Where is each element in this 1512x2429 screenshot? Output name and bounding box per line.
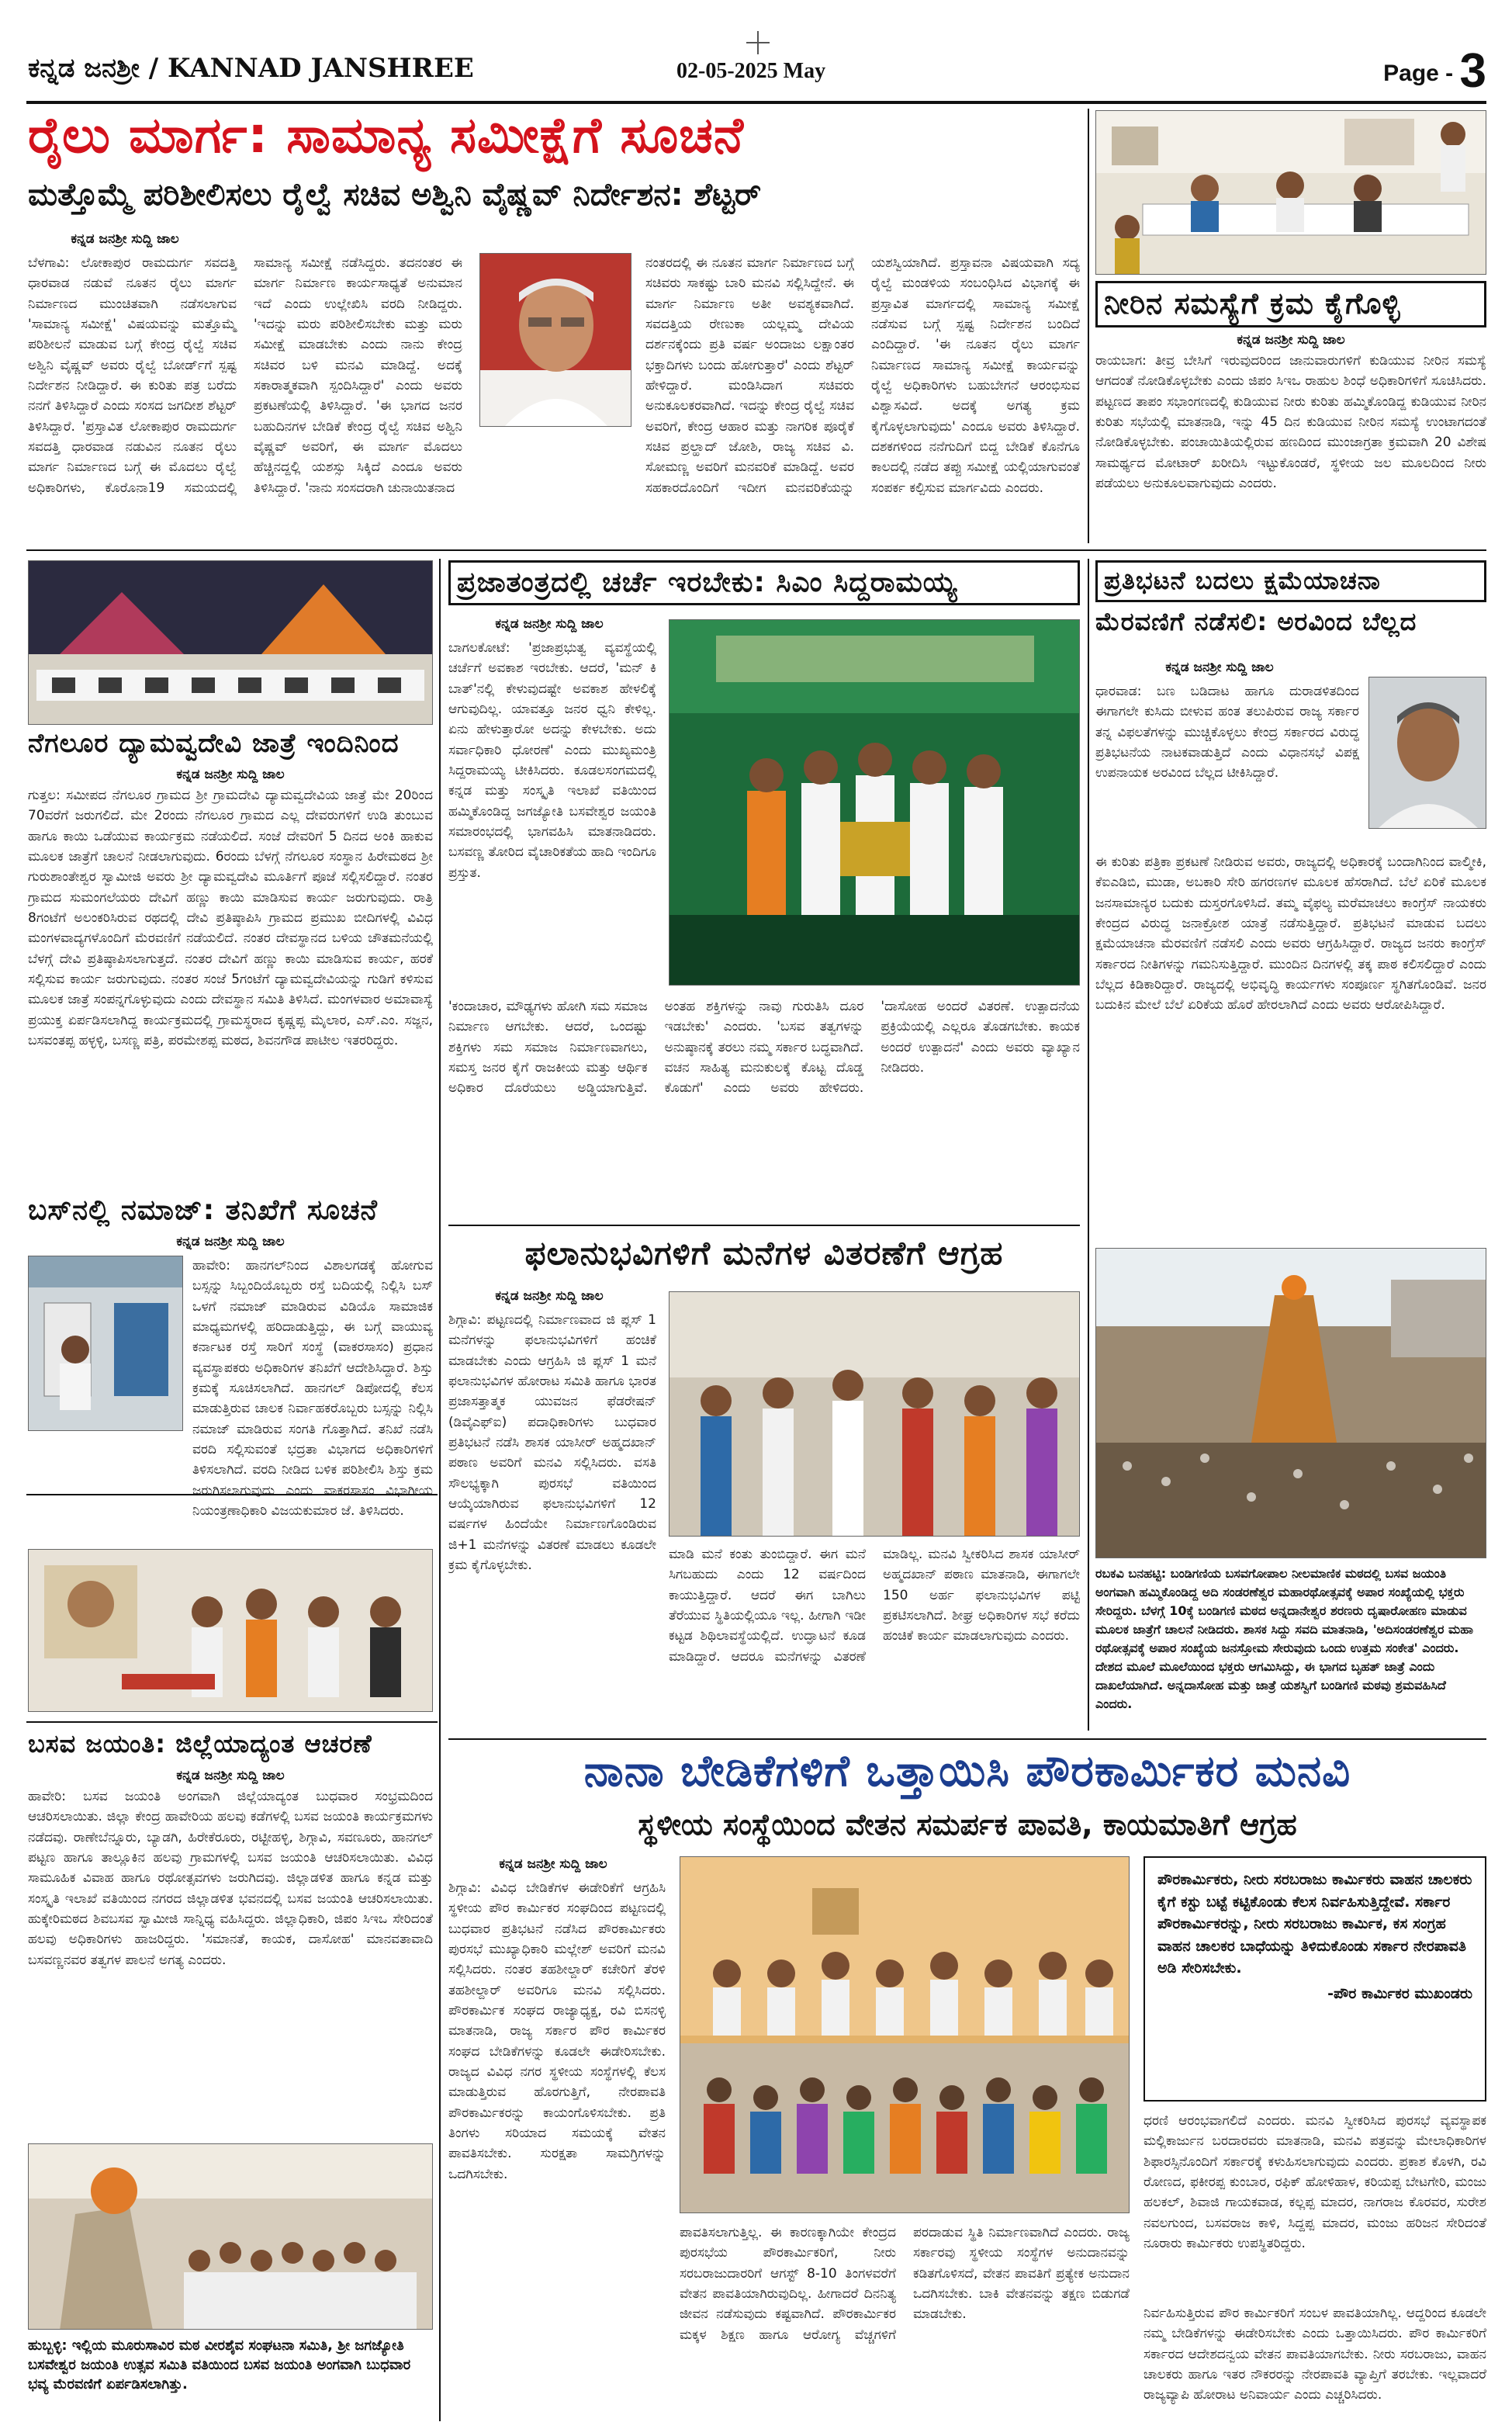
- issue-date: 02-05-2025 May: [676, 59, 826, 83]
- workers-quote-attribution: -ಪೌರ ಕಾರ್ಮಿಕರ ಮುಖಂಡರು: [1327, 1984, 1472, 2002]
- section-rule: [26, 549, 1486, 551]
- bus-body: ಹಾವೇರಿ: ಹಾನಗಲ್‌ನಿಂದ ವಿಶಾಲಗಡಕ್ಕೆ ಹೋಗುವ ಬಸ್ಸನ್ನು ಸಿಬ್ಬಂದಿಯೊಬ್ಬರು ರಸ್ತೆ ಬದಿಯಲ್ಲಿ ನಿಲ್ಲಿಸಿ ಬಸ್ ಒಳಗೆ ನಮಾಜ್ ಮಾಡಿರುವ ವಿಡಿಯೊ ಸಾಮಾಜಿಕ ಮಾಧ್ಯಮಗಳಲ್ಲಿ ಹರಿದಾಡುತ್ತಿದ್ದು, ಈ ಬಗ್ಗೆ ವಾಯುವ್ಯ ಕರ್ನಾಟಕ ರಸ್ತೆ ಸಾರಿಗೆ ಸಂಸ್ಥೆ (ವಾಕರಸಾಸಂ) ಪ್ರಧಾನ ವ್ಯವಸ್ಥಾಪಕರು ಅಧಿಕಾರಿಗಳ ತನಿಖೆಗೆ ಆದೇಶಿಸಿದ್ದಾರೆ. ಶಿಸ್ತು ಕ್ರಮಕ್ಕೆ ಸೂಚಿಸಲಾಗಿದೆ. ಹಾನಗಲ್ ಡಿಪೋದಲ್ಲಿ ಕೆಲಸ ಮಾಡುತ್ತಿರುವ ಚಾಲಕ ನಿರ್ವಾಹಕರೊಬ್ಬರು ಬಸ್ಸನ್ನು ನಿಲ್ಲಿಸಿ ನಮಾಜ್ ಮಾಡಿರುವ ಸಂಗತಿ ಗೊತ್ತಾಗಿದೆ. ತನಿಖೆ ನಡೆಸಿ ವರದಿ ಸಲ್ಲಿಸುವಂತೆ ಭದ್ರತಾ ವಿಭಾಗದ ಅಧಿಕಾರಿಗಳಿಗೆ ತಿಳಿಸಲಾಗಿದೆ. ವರದಿ ನೀಡಿದ ಬಳಿಕ ಪರಿಶೀಲಿಸಿ ಶಿಸ್ತು ಕ್ರಮ ಜರುಗಿಸಲಾಗುವುದು ಎಂದು ವಾಕರಸಾಸಂ ವಿಭಾಗೀಯ ನಿಯಂತ್ರಣಾಧಿಕಾರಿ ವಿಜಯಕುಮಾರ ಜೆ. ತಿಳಿಸಿದರು.: [192, 1258, 433, 1519]
- procession-photo: [28, 2143, 433, 2330]
- chariot-festival-photo: [1095, 1248, 1486, 1558]
- negaluru-body: ಗುತ್ತಲ: ಸಮೀಪದ ನೆಗಲೂರ ಗ್ರಾಮದ ಶ್ರೀ ಗ್ರಾಮದೇವಿ ದ್ಯಾಮವ್ವದೇವಿಯ ಜಾತ್ರೆ ಮೇ 20ರಿಂದ 70ವರೆಗೆ ಜರುಗಲಿದೆ. ಮೇ 2ರಂದು ನೆಗಲೂರ ಗ್ರಾಮದ ಎಲ್ಲ ದೇವರುಗಳಿಗೆ ಉಡಿ ತುಂಬುವ ಹಾಗೂ ಕಾಯಿ ಒಡೆಯುವ ಕಾರ್ಯಕ್ರಮ ನಡೆಯಲಿದೆ. ಸಂಜೆ ದೇವರಿಗೆ 5 ದಿನದ ಅಂಕಿ ಹಾಕುವ ಮೂಲಕ ಜಾತ್ರೆಗೆ ಚಾಲನೆ ನೀಡಲಾಗುವುದು. 6ರಂದು ಬೆಳಗ್ಗೆ ನೆಗಲೂರ ಸಂಸ್ಥಾನ ಹಿರೇಮಠದ ಶ್ರೀ ಗುರುಶಾಂತೇಶ್ವರ ಸ್ವಾಮೀಜಿ ಅವರು ಶ್ರೀ ದ್ಯಾಮವ್ವದೇವಿ ಮೂರ್ತಿಗೆ ಪೂಜೆ ಸಲ್ಲಿಸಲಿದ್ದಾರೆ. ನಂತರ ಗ್ರಾಮದ ಸುಮಂಗಲೆಯರು ದೇವಿಗೆ ಹಣ್ಣು ಕಾಯಿ ಮಾಡಿಸುವ ಕಾರ್ಯ ಜರುಗುವುದು. ರಾತ್ರಿ 8ಗಂಟೆಗೆ ಅಲಂಕರಿಸಿರುವ ರಥದಲ್ಲಿ ದೇವಿ ಪ್ರತಿಷ್ಠಾಪಿಸಿ ಗ್ರಾಮದ ಪ್ರಮುಖ ಬೀದಿಗಳಲ್ಲಿ ವಿವಿಧ ಮಂಗಳವಾದ್ಯಗಳೊಂದಿಗೆ ಮೆರವಣಿಗೆ ನಡೆಯಲಿದೆ. ನಂತರ ದೇವಸ್ಥಾನದ ಬಳಿಯ ಚೌತಮನೆಯಲ್ಲಿ ಬೆಳಗ್ಗೆ ದೇವಿ ಪ್ರತಿಷ್ಠಾಪಿಸಲಾಗುತ್ತದೆ. ನಂತರ ದೇವಿಗೆ ಹಣ್ಣು ಕಾಯಿ ಮಾಡಿಸುವ ಕಾರ್ಯ, ಹರಕೆ ಸಲ್ಲಿಸುವ ಕಾರ್ಯ ಜರುಗುವುದು. ನಂತರ ಸಂಜೆ 5ಗಂಟೆಗೆ ದ್ಯಾಮವ್ವದೇವಿಯನ್ನು ಗುಡಿಗೆ ಕಳಿಸುವ ಮೂಲಕ ಜಾತ್ರೆ ಸಂಪನ್ನಗೊಳ್ಳುವುದು ಎಂದು ದೇವಸ್ಥಾನ ಸಮಿತಿ ತಿಳಿಸಿದೆ. ಮಂಗಳವಾರ ಅಮಾವಾಸ್ಯೆ ಪ್ರಯುಕ್ತ ಏರ್ಪಡಿಸಲಾಗಿದ್ದ ಕಾರ್ಯಕ್ರಮದಲ್ಲಿ ಗ್ರಾಮಸ್ಥರಾದ ಕೃಷ್ಣಪ್ಪ ಮೈಲಾರ, ಎಸ್.ಎಂ. ಸಜ್ಜನ, ಬಸವಂತಪ್ಪ ಹಳ್ಳಳ್ಳಿ, ಬಸಣ್ಣ ಪತ್ರಿ, ಪರಮೇಶಪ್ಪ ಮಠದ, ಶಿವನಗೌಡ ಪಾಟೀಲ ಇತರರಿದ್ದರು.: [28, 788, 433, 1049]
- hubballi-caption: ಹುಬ್ಬಳ್ಳಿ: ಇಲ್ಲಿಯ ಮೂರುಸಾವಿರ ಮಠ ವೀರಶೈವ ಸಂಘಟನಾ ಸಮಿತಿ, ಶ್ರೀ ಜಗಜ್ಯೋತಿ ಬಸವೇಶ್ವರ ಜಯಂತಿ ಉತ್ಸವ ಸಮಿತಿ ವತಿಯಿಂದ ಬಸವ ಜಯಂತಿ ಅಂಗವಾಗಿ ಬುಧವಾರ ಭವ್ಯ ಮೆರವಣಿಗೆ ಏರ್ಪಡಿಸಲಾಗಿತ್ತು.: [28, 2337, 411, 2393]
- meeting-photo: [1095, 110, 1486, 275]
- housing-byline: ಕನ್ನಡ ಜನಶ್ರೀ ಸುದ್ದಿ ಜಾಲ: [495, 1288, 604, 1304]
- bus-photo: [28, 1256, 183, 1431]
- rail-headline: ರೈಲು ಮಾರ್ಗ: ಸಾಮಾನ್ಯ ಸಮೀಕ್ಷೆಗೆ ಸೂಚನೆ: [28, 109, 745, 165]
- water-headline: ನೀರಿನ ಸಮಸ್ಯೆಗೆ ಕ್ರಮ ಕೈಗೊಳ್ಳಿ: [1095, 281, 1486, 327]
- apology-article: [1095, 560, 1486, 1235]
- masthead-rule: [26, 101, 1486, 104]
- apology-body-top: ಧಾರವಾಡ: ಬಣ ಬಡಿದಾಟ ಹಾಗೂ ದುರಾಡಳಿತದಿಂದ ಈಗಾಗಲೇ ಕುಸಿದು ಬೀಳುವ ಹಂತ ತಲುಪಿರುವ ರಾಜ್ಯ ಸರ್ಕಾರ ತನ್ನ ವಿಫಲತೆಗಳನ್ನು ಮುಚ್ಚಿಕೊಳ್ಳಲು ಕೇಂದ್ರ ಸರ್ಕಾರದ ವಿರುದ್ಧ ಪ್ರತಿಭಟನೆಯ ನಾಟಕವಾಡುತ್ತಿದೆ ಎಂದು ವಿಧಾನಸಭೆ ವಿಪಕ್ಷ ಉಪನಾಯಕ ಅರವಿಂದ ಬೆಲ್ಲದ ಟೀಕಿಸಿದ್ದಾರೆ.: [1095, 684, 1359, 781]
- apology-headline-2: ಮೆರವಣಿಗೆ ನಡೆಸಲಿ: ಅರವಿಂದ ಬೆಲ್ಲದ: [1095, 608, 1417, 636]
- masthead-title: ಕನ್ನಡ ಜನಶ್ರೀ / KANNAD JANSHREE: [28, 53, 474, 84]
- page-number: 3: [1459, 44, 1486, 98]
- basava-byline: ಕನ್ನಡ ಜನಶ್ರೀ ಸುದ್ದಿ ಜಾಲ: [176, 1768, 285, 1783]
- apology-headline-1: ಪ್ರತಿಭಟನೆ ಬದಲು ಕ್ಷಮೆಯಾಚನಾ: [1095, 560, 1486, 602]
- basava-headline: ಬಸವ ಜಯಂತಿ: ಜಿಲ್ಲೆಯಾದ್ಯಂತ ಆಚರಣೆ: [28, 1731, 372, 1759]
- column-rule: [439, 559, 441, 2421]
- workers-body-far: ಧರಣಿ ಆರಂಭವಾಗಲಿದೆ ಎಂದರು. ಮನವಿ ಸ್ವೀಕರಿಸಿದ ಪುರಸಭೆ ವ್ಯವಸ್ಥಾಪಕ ಮಲ್ಲಿಕಾರ್ಜುನ ಬರದಾರವರು ಮಾತನಾಡಿ, ಮನವಿ ಪತ್ರವನ್ನು ಮೇಲಾಧಿಕಾರಿಗಳ ಶಿಫಾರಸ್ಸಿನೊಂದಿಗೆ ಸರ್ಕಾರಕ್ಕೆ ಕಳುಹಿಸಲಾಗುವುದು ಎಂದರು. ಪ್ರಕಾಶ ಕೊಳಗಿ, ರವಿ ರೋಣದ, ಫಕೀರಪ್ಪ ಕುಂಬಾರ, ರಫಿಕ್ ಹೋಳಿಹಾಳ, ಕರಿಯಪ್ಪ ಬೇಟಗೇರಿ, ಮಂಜು ಹಲಕಲ್, ಶಿವಾಜಿ ಗಾಯಕವಾಡ, ಕಲ್ಲಪ್ಪ ಮಾದರ, ನಾಗರಾಜ ಕೊರವರ, ಸುರೇಶ ನವಲಗುಂದ, ಬಸವರಾಜ ಕಾಳಿ, ಸಿದ್ದಪ್ಪ ಮಾದರ, ಮಂಜು ಹರಿಜನ ಸೇರಿದಂತೆ ನೂರಾರು ಕಾರ್ಮಿಕರು ಉಪಸ್ಥಿತರಿದ್ದರು.: [1144, 2113, 1486, 2252]
- shettar-portrait: [479, 253, 631, 427]
- workers-quote: ಪೌರಕಾರ್ಮಿಕರು, ನೀರು ಸರಬರಾಜು ಕಾರ್ಮಿಕರು ವಾಹನ ಚಾಲಕರು ಕೈಗೆ ಕಸ್ಟು ಬಟ್ಟೆ ಕಟ್ಟಿಕೊಂಡು ಕೆಲಸ ನಿರ್ವಹಿಸುತ್ತಿದ್ದೇವೆ. ಸರ್ಕಾರ ಪೌರಕಾರ್ಮಿಕರನ್ನು, ನೀರು ಸರಬರಾಜು ಕಾರ್ಮಿಕ, ಕಸ ಸಂಗ್ರಹ ವಾಹನ ಚಾಲಕರ ಬಾಧೆಯನ್ನು ತಿಳಿದುಕೊಂಡು ಸರ್ಕಾರ ನೇರಪಾವತಿ ಅಡಿ ಸೇರಿಸಬೇಕು.: [1157, 1871, 1472, 1977]
- chariot-festival-caption: ರಬಕವಿ ಬನಹಟ್ಟಿ: ಬಂಡಿಗಣಿಯ ಬಸವಗೋಪಾಲ ನೀಲಮಾಣಿಕ ಮಠದಲ್ಲಿ ಬಸವ ಜಯಂತಿ ಅಂಗವಾಗಿ ಹಮ್ಮಿಕೊಂಡಿದ್ದ ಅದಿ ಸಂಡರಣೆಶ್ವರ ಮಹಾರಥೋತ್ಸವಕ್ಕೆ ಅಪಾರ ಸಂಖ್ಯೆಯಲ್ಲಿ ಭಕ್ತರು ಸೇರಿದ್ದರು. ಬೆಳಗ್ಗೆ 10ಕ್ಕೆ ಬಂಡಿಗಣಿ ಮಠದ ಅನ್ನದಾನೇಶ್ವರ ಶರಣರು ದೃಷಾರೋಹಣ ಮಾಡುವ ಮೂಲಕ ಜಾತ್ರೆಗೆ ಚಾಲನೆ ನೀಡಿದರು. ಶಾಸಕ ಸಿದ್ದು ಸವದಿ ಮಾತನಾಡಿ, 'ಅದಿಸಂಡರಣೆಶ್ವರ ಮಹಾ ರಥೋತ್ಸವಕ್ಕೆ ಅಪಾರ ಸಂಖ್ಯೆಯ ಜನಸ್ತೋಮ ಸೇರುವುದು ಒಂದು ಉತ್ತಮ ಸಂಕೇತ' ಎಂದರು. ದೇಶದ ಮೂಲೆ ಮೂಲೆಯಿಂದ ಭಕ್ತರು ಆಗಮಿಸಿದ್ದು, ಈ ಭಾಗದ ಬೃಹತ್ ಜಾತ್ರೆ ಎಂದು ದಾಖಲೆಯಾಗಿದೆ. ಅನ್ನದಾಸೋಹ ಮತ್ತು ಜಾತ್ರೆ ಯಶಸ್ವಿಗೆ ಬಂಡಿಗಣಿ ಮಠವು ಶ್ರಮವಹಿಸಿದೆ ಎಂದರು.: [1095, 1566, 1473, 1711]
- section-rule: [448, 1225, 1080, 1226]
- water-article: [1095, 281, 1486, 545]
- workers-protest-photo: [680, 1856, 1130, 2213]
- negaluru-headline: ನೆಗಲೂರ ದ್ಯಾಮವ್ವದೇವಿ ಜಾತ್ರೆ ಇಂದಿನಿಂದ: [28, 729, 400, 759]
- page-label: Page -: [1383, 61, 1454, 86]
- workers-body-mid: ಪಾವತಿಸಲಾಗುತ್ತಿಲ್ಲ. ಈ ಕಾರಣಕ್ಕಾಗಿಯೇ ಕೇಂದ್ರದ ಪುರಸಭೆಯ ಪೌರಕಾರ್ಮಿಕರಿಗೆ, ನೀರು ಸರಬರಾಜುದಾರರಿಗೆ ಆಗಸ್ಟ್ 8-10 ತಿಂಗಳವರೆಗೆ ವೇತನ ಪಾವತಿಯಾಗಿರುವುದಿಲ್ಲ. ಹೀಗಾದರೆ ದಿನನಿತ್ಯ ಜೀವನ ನಡೆಸುವುದು ಕಷ್ಟವಾಗಿದೆ. ಪೌರಕಾರ್ಮಿಕರ ಮಕ್ಕಳ ಶಿಕ್ಷಣ ಹಾಗೂ ಆರೋಗ್ಯ ವೆಚ್ಚಗಳಿಗೆ ಪರದಾಡುವ ಸ್ಥಿತಿ ನಿರ್ಮಾಣವಾಗಿದೆ ಎಂದರು. ರಾಜ್ಯ ಸರ್ಕಾರವು ಸ್ಥಳೀಯ ಸಂಸ್ಥೆಗಳ ಅನುದಾನವನ್ನು ಕಡಿತಗೊಳಿಸದೆ, ವೇತನ ಪಾವತಿಗೆ ಪ್ರತ್ಯೇಕ ಅನುದಾನ ಒದಗಿಸಬೇಕು. ಬಾಕಿ ವೇತನವನ್ನು ತಕ್ಷಣ ಬಿಡುಗಡೆ ಮಾಡಬೇಕು.: [680, 2225, 1130, 2343]
- cm-body-top: ಬಾಗಲಕೋಟೆ: 'ಪ್ರಜಾಪ್ರಭುತ್ವ ವ್ಯವಸ್ಥೆಯಲ್ಲಿ ಚರ್ಚೆಗೆ ಅವಕಾಶ ಇರಬೇಕು. ಆದರೆ, 'ಮನ್ ಕಿ ಬಾತ್'ನಲ್ಲಿ ಕೇಳುವುದಷ್ಟೇ ಅವಕಾಶ ಹೇಳಲಿಕ್ಕೆ ಆಗುವುದಿಲ್ಲ. ಯಾವತ್ತೂ ಜನರ ಧ್ವನಿ ಕೇಳಿಲ್ಲ. ಏನು ಹೇಳುತ್ತಾರೋ ಅದನ್ನು ಕೇಳಬೇಕು. ಅದು ಸರ್ವಾಧಿಕಾರಿ ಧೋರಣೆ' ಎಂದು ಮುಖ್ಯಮಂತ್ರಿ ಸಿದ್ದರಾಮಯ್ಯ ಟೀಕಿಸಿದರು. ಕೂಡಲಸಂಗಮದಲ್ಲಿ ಕನ್ನಡ ಮತ್ತು ಸಂಸ್ಕೃತಿ ಇಲಾಖೆ ವತಿಯಿಂದ ಹಮ್ಮಿಕೊಂಡಿದ್ದ ಜಗಜ್ಯೋತಿ ಬಸವೇಶ್ವರ ಜಯಂತಿ ಸಮಾರಂಭದಲ್ಲಿ ಭಾಗವಹಿಸಿ ಮಾತನಾಡಿದರು. ಬಸವಣ್ಣ ತೋರಿದ ವೈಚಾರಿಕತೆಯ ಹಾದಿ ಇಂದಿಗೂ ಪ್ರಸ್ತುತ.: [448, 640, 656, 881]
- workers-body-left: ಶಿಗ್ಗಾವಿ: ವಿವಿಧ ಬೇಡಿಕೆಗಳ ಈಡೇರಿಕೆಗೆ ಆಗ್ರಹಿಸಿ ಸ್ಥಳೀಯ ಪೌರ ಕಾರ್ಮಿಕರ ಸಂಘದಿಂದ ಪಟ್ಟಣದಲ್ಲಿ ಬುಧವಾರ ಪ್ರತಿಭಟನೆ ನಡೆಸಿದ ಪೌರಕಾರ್ಮಿಕರು ಪುರಸಭೆ ಮುಖ್ಯಾಧಿಕಾರಿ ಮಲ್ಲೇಶ್ ಅವರಿಗೆ ಮನವಿ ಸಲ್ಲಿಸಿದರು. ನಂತರ ತಹಶೀಲ್ದಾರ್ ಕಚೇರಿಗೆ ತೆರಳಿ ತಹಶೀಲ್ದಾರ್ ಅವರಿಗೂ ಮನವಿ ಸಲ್ಲಿಸಿದರು. ಪೌರಕಾರ್ಮಿಕ ಸಂಘದ ರಾಜ್ಯಾಧ್ಯಕ್ಷ, ರವಿ ಬಿಸನಳ್ಳಿ ಮಾತನಾಡಿ, ರಾಜ್ಯ ಸರ್ಕಾರ ಪೌರ ಕಾರ್ಮಿಕರ ಸಂಘದ ಬೇಡಿಕೆಗಳನ್ನು ಕೂಡಲೇ ಈಡೇರಿಸಬೇಕು. ರಾಜ್ಯದ ವಿವಿಧ ನಗರ ಸ್ಥಳೀಯ ಸಂಸ್ಥೆಗಳಲ್ಲಿ ಕೆಲಸ ಮಾಡುತ್ತಿರುವ ಹೊರಗುತ್ತಿಗೆ, ನೇರಪಾವತಿ ಪೌರಕಾರ್ಮಿಕರನ್ನು ಕಾಯಂಗೊಳಿಸಬೇಕು. ಪ್ರತಿ ತಿಂಗಳು ಸರಿಯಾದ ಸಮಯಕ್ಕೆ ವೇತನ ಪಾವತಿಸಬೇಕು. ಸುರಕ್ಷತಾ ಸಾಮಗ್ರಿಗಳನ್ನು ಒದಗಿಸಬೇಕು.: [448, 1880, 666, 2182]
- cm-article: [448, 560, 1080, 1220]
- bus-byline: ಕನ್ನಡ ಜನಶ್ರೀ ಸುದ್ದಿ ಜಾಲ: [176, 1234, 285, 1249]
- workers-byline: ಕನ್ನಡ ಜನಶ್ರೀ ಸುದ್ದಿ ಜಾಲ: [499, 1856, 607, 1872]
- ceremony-photo: [28, 1549, 433, 1712]
- rail-article: [28, 109, 1080, 543]
- apology-body-bottom: ಈ ಕುರಿತು ಪತ್ರಿಕಾ ಪ್ರಕಟಣೆ ನೀಡಿರುವ ಅವರು, ರಾಜ್ಯದಲ್ಲಿ ಅಧಿಕಾರಕ್ಕೆ ಬಂದಾಗಿನಿಂದ ವಾಲ್ಮೀಕಿ, ಕೆಐಎಡಿಬಿ, ಮುಡಾ, ಅಬಕಾರಿ ಸೇರಿ ಹಗರಣಗಳ ಮೂಲಕ ಹೆಸರಾಗಿದೆ. ಬೆಲೆ ಏರಿಕೆ ಮೂಲಕ ಜನಸಾಮಾನ್ಯರ ಬದುಕು ದುಸ್ತರಗೊಳಿಸಿದೆ. ತಮ್ಮ ವೈಫಲ್ಯ ಮರೆಮಾಚಲು ಕಾಂಗ್ರೆಸ್ ನಾಯಕರು ಕೇಂದ್ರದ ವಿರುದ್ಧ ಜನಾಕ್ರೋಶ ಯಾತ್ರೆ ನಡೆಸುತ್ತಿದ್ದಾರೆ. ಪ್ರತಿಭಟನೆ ಮಾಡುವ ಬದಲು ಕ್ಷಮೆಯಾಚನಾ ಮೆರವಣಿಗೆ ನಡೆಸಲಿ ಎಂದು ಅವರು ಆಗ್ರಹಿಸಿದ್ದಾರೆ. ರಾಜ್ಯದ ಜನರು ಕಾಂಗ್ರೆಸ್ ಸರ್ಕಾರದ ನೀತಿಗಳನ್ನು ಗಮನಿಸುತ್ತಿದ್ದಾರೆ. ಮುಂದಿನ ದಿನಗಳಲ್ಲಿ ತಕ್ಕ ಪಾಠ ಕಲಿಸಲಿದ್ದಾರೆ ಎಂದು ಬೆಲ್ಲದ ಕಿಡಿಕಾರಿದ್ದಾರೆ. ರಾಜ್ಯದಲ್ಲಿ ಅಭಿವೃದ್ಧಿ ಕಾರ್ಯಗಳು ಸಂಪೂರ್ಣ ಸ್ಥಗಿತಗೊಂಡಿವೆ. ಜನರ ಬದುಕಿನ ಮೇಲೆ ಬೆಲೆ ಏರಿಕೆಯ ಹೊರೆ ಹೇರಲಾಗಿದೆ ಎಂದು ಅವರು ಆರೋಪಿಸಿದ್ದಾರೆ.: [1095, 854, 1486, 1014]
- rail-body-center: [479, 435, 631, 542]
- workers-subhead: ಸ್ಥಳೀಯ ಸಂಸ್ಥೆಯಿಂದ ವೇತನ ಸಮರ್ಪಕ ಪಾವತಿ, ಕಾಯಮಾತಿಗೆ ಆಗ್ರಹ: [638, 1808, 1297, 1842]
- bus-article: [28, 1195, 433, 1537]
- workers-quote-box: [1144, 1856, 1486, 2102]
- column-rule: [1088, 109, 1089, 543]
- negaluru-photo: [28, 560, 433, 725]
- rail-body-left: ಬೆಳಗಾವಿ: ಲೋಕಾಪುರ ರಾಮದುರ್ಗ ಸವದತ್ತಿ ಧಾರವಾಡ ನಡುವೆ ನೂತನ ರೈಲು ಮಾರ್ಗ ನಿರ್ಮಾಣದ ಮುಂಚಿತವಾಗಿ ನಡೆಸಲಾಗುವ 'ಸಾಮಾನ್ಯ ಸಮೀಕ್ಷೆ' ವಿಷಯವನ್ನು ಮತ್ತೊಮ್ಮೆ ಪರಿಶೀಲನೆ ಮಾಡುವ ಬಗ್ಗೆ ಕೇಂದ್ರ ರೈಲ್ವೆ ಸಚಿವ ಅಶ್ವಿನಿ ವೈಷ್ಣವ್ ಅವರು ರೈಲ್ವೆ ಬೋರ್ಡ್‌ಗೆ ಸ್ಪಷ್ಟ ನಿರ್ದೇಶನ ನೀಡಿದ್ದಾರೆ. ಈ ಕುರಿತು ಪತ್ರ ಬರೆದು ನನಗೆ ತಿಳಿಸಿದ್ದಾರೆ ಎಂದು ಸಂಸದ ಜಗದೀಶ ಶೆಟ್ಟರ್ ತಿಳಿಸಿದ್ದಾರೆ. 'ಪ್ರಸ್ತಾವಿತ ಲೋಕಾಪುರ ರಾಮದುರ್ಗ ಸವದತ್ತಿ ಧಾರವಾಡ ನಡುವಿನ ನೂತನ ರೈಲು ಮಾರ್ಗ ನಿರ್ಮಾಣದ ಬಗ್ಗೆ ಈ ಮೊದಲು ರೈಲ್ವೆ ಅಧಿಕಾರಿಗಳು, ಕೊರೊನಾ19 ಸಮಯದಲ್ಲಿ ಸಾಮಾನ್ಯ ಸಮೀಕ್ಷೆ ನಡೆಸಿದ್ದರು. ತದನಂತರ ಈ ಮಾರ್ಗ ನಿರ್ಮಾಣ ಕಾರ್ಯಸಾಧ್ಯತೆ ಅನುಮಾನ ಇದೆ ಎಂದು ಉಲ್ಲೇಖಿಸಿ ವರದಿ ನೀಡಿದ್ದರು. 'ಇದನ್ನು ಮರು ಪರಿಶೀಲಿಸಬೇಕು ಮತ್ತು ಮರು ಸಮೀಕ್ಷೆ ಮಾಡಬೇಕು ಎಂದು ನಾನು ಕೇಂದ್ರ ಸಚಿವರ ಬಳಿ ಮನವಿ ಮಾಡಿದ್ದೆ. ಅದಕ್ಕೆ ಸಕಾರಾತ್ಮಕವಾಗಿ ಸ್ಪಂದಿಸಿದ್ದಾರೆ' ಎಂದು ಅವರು ಪ್ರಕಟಣೆಯಲ್ಲಿ ತಿಳಿಸಿದ್ದಾರೆ. 'ಈ ಭಾಗದ ಜನರ ಬಹುದಿನಗಳ ಬೇಡಿಕೆ ಕೇಂದ್ರ ರೈಲ್ವೆ ಸಚಿವ ಅಶ್ವಿನಿ ವೈಷ್ಣವ್ ಅವರಿಗೆ, ಈ ಮಾರ್ಗ ಮೊದಲು ಹೆಚ್ಚಿನದ್ದಲ್ಲಿ ಯಶಸ್ಸು ಸಿಕ್ಕಿದೆ ಎಂದೂ ಅವರು ತಿಳಿಸಿದ್ದಾರೆ. 'ನಾನು ಸಂಸದರಾಗಿ ಚುನಾಯಿತನಾದ: [28, 255, 462, 496]
- housing-article: [448, 1235, 1080, 1732]
- negaluru-byline: ಕನ್ನಡ ಜನಶ್ರೀ ಸುದ್ದಿ ಜಾಲ: [176, 767, 285, 782]
- workers-article: [448, 1748, 1486, 2423]
- cm-body-bottom: 'ಕಂದಾಚಾರ, ಮೌಢ್ಯಗಳು ಹೋಗಿ ಸಮ ಸಮಾಜ ನಿರ್ಮಾಣ ಆಗಬೇಕು. ಆದರೆ, ಒಂದಷ್ಟು ಶಕ್ತಿಗಳು ಸಮ ಸಮಾಜ ನಿರ್ಮಾಣವಾಗಲು, ಸಮಸ್ತ ಜನರ ಕೈಗೆ ರಾಜಕೀಯ ಮತ್ತು ಆರ್ಥಿಕ ಅಧಿಕಾರ ದೊರೆಯಲು ಅಡ್ಡಿಯಾಗುತ್ತಿವೆ. ಅಂತಹ ಶಕ್ತಿಗಳನ್ನು ನಾವು ಗುರುತಿಸಿ ದೂರ ಇಡಬೇಕು' ಎಂದರು. 'ಬಸವ ತತ್ವಗಳನ್ನು ಅನುಷ್ಠಾನಕ್ಕೆ ತರಲು ನಮ್ಮ ಸರ್ಕಾರ ಬದ್ಧವಾಗಿದೆ. ವಚನ ಸಾಹಿತ್ಯ ಮನುಕುಲಕ್ಕೆ ಕೊಟ್ಟ ದೊಡ್ಡ ಕೊಡುಗೆ' ಎಂದು ಅವರು ಹೇಳಿದರು. 'ದಾಸೋಹ ಅಂದರೆ ವಿತರಣೆ. ಉತ್ಪಾದನೆಯ ಪ್ರಕ್ರಿಯೆಯಲ್ಲಿ ಎಲ್ಲರೂ ತೊಡಗಬೇಕು. ಕಾಯಕ ಅಂದರೆ ಉತ್ಪಾದನೆ' ಎಂದು ಅವರು ವ್ಯಾಖ್ಯಾನ ನೀಡಿದರು.: [448, 999, 1080, 1097]
- negaluru-article: [28, 729, 433, 1187]
- water-body: ರಾಯಬಾಗ: ತೀವ್ರ ಬೇಸಿಗೆ ಇರುವುದರಿಂದ ಜಾನುವಾರುಗಳಿಗೆ ಕುಡಿಯುವ ನೀರಿನ ಸಮಸ್ಯೆ ಆಗದಂತೆ ನೋಡಿಕೊಳ್ಳಬೇಕು ಎಂದು ಜಿಪಂ ಸಿಇಒ ರಾಹುಲ ಶಿಂಧೆ ಅಧಿಕಾರಿಗಳಿಗೆ ಸೂಚಿಸಿದರು. ಪಟ್ಟಣದ ತಾಪಂ ಸಭಾಂಗಣದಲ್ಲಿ ಕುಡಿಯುವ ನೀರು ಕುರಿತು ಹಮ್ಮಿಕೊಂಡಿದ್ದ ಕುಡಿಯುವ ನೀರಿನ ಕುರಿತು ಸಭೆಯಲ್ಲಿ ಮಾತನಾಡಿ, ಇನ್ನು 45 ದಿನ ಕುಡಿಯುವ ನೀರಿನ ಸಮಸ್ಯೆ ಉಂಟಾಗದಂತೆ ನೋಡಿಕೊಳ್ಳಬೇಕು. ಪಂಚಾಯಿತಿಯಲ್ಲಿರುವ ಹಣದಿಂದ ಮುಂಜಾಗ್ರತಾ ಕ್ರಮವಾಗಿ 20 ವಿಶೇಷ ಸಾಮರ್ಥ್ಯದ ಮೋಟಾರ್ ಖರೀದಿಸಿ ಇಟ್ಟುಕೊಂಡರೆ, ಸ್ಥಳೀಯ ಜಲ ಮೂಲದಿಂದ ನೀರು ಪಡೆಯಲು ಅನುಕೂಲವಾಗುವುದು ಎಂದರು.: [1095, 353, 1486, 492]
- water-byline: ಕನ್ನಡ ಜನಶ್ರೀ ಸುದ್ದಿ ಜಾಲ: [1237, 332, 1345, 348]
- rail-byline: ಕನ್ನಡ ಜನಶ್ರೀ ಸುದ್ದಿ ಜಾಲ: [71, 231, 179, 247]
- apology-byline: ಕನ್ನಡ ಜನಶ್ರೀ ಸುದ್ದಿ ಜಾಲ: [1165, 660, 1274, 675]
- basava-body: ಹಾವೇರಿ: ಬಸವ ಜಯಂತಿ ಅಂಗವಾಗಿ ಜಿಲ್ಲೆಯಾದ್ಯಂತ ಬುಧವಾರ ಸಂಭ್ರಮದಿಂದ ಆಚರಿಸಲಾಯಿತು. ಜಿಲ್ಲಾ ಕೇಂದ್ರ ಹಾವೇರಿಯ ಹಲವು ಕಡೆಗಳಲ್ಲಿ ಬಸವ ಜಯಂತಿ ಕಾರ್ಯಕ್ರಮಗಳು ನಡೆದವು. ರಾಣೇಬೆನ್ನೂರು, ಬ್ಯಾಡಗಿ, ಹಿರೇಕೆರೂರು, ರಟ್ಟೀಹಳ್ಳಿ, ಶಿಗ್ಗಾವಿ, ಸವಣೂರು, ಹಾನಗಲ್ ಪಟ್ಟಣ ಹಾಗೂ ತಾಲ್ಲೂಕಿನ ಹಲವು ಗ್ರಾಮಗಳಲ್ಲಿ ಬಸವ ಜಯಂತಿ ಆಚರಿಸಲಾಯಿತು. ವಿವಿಧ ಸಾಮೂಹಿಕ ವಿವಾಹ ಹಾಗೂ ರಥೋತ್ಸವಗಳು ಜರುಗಿದವು. ಜಿಲ್ಲಾಡಳಿತ ಹಾಗೂ ಕನ್ನಡ ಮತ್ತು ಸಂಸ್ಕೃತಿ ಇಲಾಖೆ ವತಿಯಿಂದ ನಗರದ ಜಿಲ್ಲಾಡಳಿತ ಭವನದಲ್ಲಿ ಬಸವ ಜಯಂತಿ ಆಚರಿಸಲಾಯಿತು. ಹುಕ್ಕೇರಿಮಠದ ಶಿವಬಸವ ಸ್ವಾಮೀಜಿ ಸಾನ್ನಿಧ್ಯ ವಹಿಸಿದ್ದರು. ಜಿಲ್ಲಾಧಿಕಾರಿ, ಜಿಪಂ ಸಿಇಒ ಸೇರಿದಂತೆ ಹಲವು ಅಧಿಕಾರಿಗಳು ಹಾಜರಿದ್ದರು. 'ಸಮಾನತೆ, ಕಾಯಕ, ದಾಸೋಹ' ಮಾನವತಾವಾದಿ ಬಸವಣ್ಣನವರ ತತ್ವಗಳ ಪಾಲನೆ ಅಗತ್ಯ ಎಂದರು.: [28, 1789, 433, 1968]
- page-indicator: [1383, 43, 1486, 99]
- rail-body-right: ನಂತರದಲ್ಲಿ ಈ ನೂತನ ಮಾರ್ಗ ನಿರ್ಮಾಣದ ಬಗ್ಗೆ ಸಚಿವರು ಸಾಕಷ್ಟು ಬಾರಿ ಮನವಿ ಸಲ್ಲಿಸಿದ್ದೇನೆ. ಈ ಮಾರ್ಗ ನಿರ್ಮಾಣ ಅತೀ ಅವಶ್ಯಕವಾಗಿದೆ. ಸವದತ್ತಿಯ ರೇಣುಕಾ ಯಲ್ಲಮ್ಮ ದೇವಿಯ ದರ್ಶನಕ್ಕೆಂದು ಪ್ರತಿ ವರ್ಷ ಅಂದಾಜು ಲಕ್ಷಾಂತರ ಭಕ್ತಾದಿಗಳು ಬಂದು ಹೋಗುತ್ತಾರೆ' ಎಂದು ಶೆಟ್ಟರ್ ಹೇಳಿದ್ದಾರೆ. ಮಂಡಿಸಿದಾಗ ಸಚಿವರು ಅನುಕೂಲಕರವಾಗಿದೆ. ಇದನ್ನು ಕೇಂದ್ರ ರೈಲ್ವೆ ಸಚಿವ ಅವರಿಗೆ, ಕೇಂದ್ರ ಆಹಾರ ಮತ್ತು ನಾಗರಿಕ ಪೂರೈಕೆ ಸಚಿವ ಪ್ರಲ್ಹಾದ್ ಜೋಶಿ, ರಾಜ್ಯ ಸಚಿವ ವಿ. ಸೋಮಣ್ಣ ಅವರಿಗೆ ಮನವರಿಕೆ ಮಾಡಿದ್ದೆ. ಅವರ ಸಹಕಾರದೊಂದಿಗೆ ಇದೀಗ ಮನವರಿಕೆಯನ್ನು ಯಶಸ್ವಿಯಾಗಿದೆ. ಪ್ರಸ್ತಾವನಾ ವಿಷಯವಾಗಿ ಸದ್ಯ ರೈಲ್ವೆ ಮಂಡಳಿಯ ಸಂಬಂಧಿಸಿದ ವಿಭಾಗಕ್ಕೆ ಈ ಪ್ರಸ್ತಾವಿತ ಮಾರ್ಗದಲ್ಲಿ ಸಾಮಾನ್ಯ ಸಮೀಕ್ಷೆ ನಡೆಸುವ ಬಗ್ಗೆ ಸ್ಪಷ್ಟ ನಿರ್ದೇಶನ ಬಂದಿದೆ ಎಂದಿದ್ದಾರೆ. 'ಈ ನೂತನ ರೈಲು ಮಾರ್ಗ ನಿರ್ಮಾಣದ ಸಾಮಾನ್ಯ ಸಮೀಕ್ಷೆ ಕಾರ್ಯವನ್ನು ರೈಲ್ವೆ ಅಧಿಕಾರಿಗಳು ಬಹುಬೇಗನೆ ಆರಂಭಿಸುವ ವಿಶ್ವಾಸವಿದೆ. ಅದಕ್ಕೆ ಅಗತ್ಯ ಕ್ರಮ ಕೈಗೊಳ್ಳಲಾಗುವುದು' ಎಂದೂ ಅವರು ತಿಳಿಸಿದ್ದಾರೆ. ದಶಕಗಳಿಂದ ನನೆಗುದಿಗೆ ಬಿದ್ದ ಬೇಡಿಕೆ ಕೊನೆಗೂ ಕಾಲದಲ್ಲಿ ನಡೆದ ತಪ್ಪು ಸಮೀಕ್ಷೆ ಯಲ್ಲಿಯಾಗುವಂತೆ ಸಂಪರ್ಕ ಕಲ್ಪಿಸುವ ಮಾರ್ಗವಿದು ಎಂದರು.: [645, 255, 1080, 496]
- bellad-portrait: [1368, 677, 1486, 829]
- workers-headline: ನಾನಾ ಬೇಡಿಕೆಗಳಿಗೆ ಒತ್ತಾಯಿಸಿ ಪೌರಕಾರ್ಮಿಕರ ಮನವಿ: [583, 1748, 1351, 1797]
- workers-body-right: ನಿರ್ವಹಿಸುತ್ತಿರುವ ಪೌರ ಕಾರ್ಮಿಕರಿಗೆ ಸಂಬಳ ಪಾವತಿಯಾಗಿಲ್ಲ. ಆದ್ದರಿಂದ ಕೂಡಲೇ ನಮ್ಮ ಬೇಡಿಕೆಗಳನ್ನು ಈಡೇರಿಸಬೇಕು ಎಂದು ಒತ್ತಾಯಿಸಿದರು. ಪೌರ ಕಾರ್ಮಿಕರಿಗೆ ಸರ್ಕಾರದ ಆದೇಶದನ್ವಯ ವೇತನ ಪಾವತಿಯಾಗಬೇಕು. ನೀರು ಸರಬರಾಜು, ವಾಹನ ಚಾಲಕರು ಹಾಗೂ ಇತರ ನೌಕರರನ್ನು ನೇರಪಾವತಿ ವ್ಯಾಪ್ತಿಗೆ ತರಬೇಕು. ಇಲ್ಲವಾದರೆ ರಾಜ್ಯವ್ಯಾಪಿ ಹೋರಾಟ ಅನಿವಾರ್ಯ ಎಂದು ಎಚ್ಚರಿಸಿದರು.: [1144, 2306, 1486, 2403]
- bus-headline: ಬಸ್‌ನಲ್ಲಿ ನಮಾಜ್: ತನಿಖೆಗೆ ಸೂಚನೆ: [28, 1195, 378, 1226]
- basava-article: [28, 1731, 433, 2134]
- housing-headline: ಫಲಾನುಭವಿಗಳಿಗೆ ಮನೆಗಳ ವಿತರಣೆಗೆ ಆಗ್ರಹ: [524, 1235, 1004, 1272]
- housing-photo: [669, 1291, 1080, 1537]
- section-rule: [26, 1721, 438, 1723]
- housing-body-left: ಶಿಗ್ಗಾವಿ: ಪಟ್ಟಣದಲ್ಲಿ ನಿರ್ಮಾಣವಾದ ಜಿ ಪ್ಲಸ್ 1 ಮನೆಗಳನ್ನು ಫಲಾನುಭವಿಗಳಿಗೆ ಹಂಚಿಕೆ ಮಾಡಬೇಕು ಎಂದು ಆಗ್ರಹಿಸಿ ಜಿ ಪ್ಲಸ್ 1 ಮನೆ ಫಲಾನುಭವಿಗಳ ಹೋರಾಟ ಸಮಿತಿ ಹಾಗೂ ಭಾರತ ಪ್ರಜಾಸತ್ತಾತ್ಮಕ ಯುವಜನ ಫೆಡರೇಷನ್ (ಡಿವೈಎಫ್‌ಐ) ಪದಾಧಿಕಾರಿಗಳು ಬುಧವಾರ ಪ್ರತಿಭಟನೆ ನಡೆಸಿ ಶಾಸಕ ಯಾಸೀರ್ ಅಹ್ಮದಖಾನ್ ಪಠಾಣ ಅವರಿಗೆ ಮನವಿ ಸಲ್ಲಿಸಿದರು. ವಸತಿ ಸೌಲಭ್ಯಕ್ಕಾಗಿ ಪುರಸಭೆ ವತಿಯಿಂದ ಆಯ್ಕೆಯಾಗಿರುವ ಫಲಾನುಭವಿಗಳಿಗೆ 12 ವರ್ಷಗಳ ಹಿಂದೆಯೇ ನಿರ್ಮಾಣಗೊಂಡಿರುವ ಜಿ+1 ಮನೆಗಳನ್ನು ವಿತರಣೆ ಮಾಡಲು ಕೂಡಲೇ ಕ್ರಮ ಕೈಗೊಳ್ಳಬೇಕು.: [448, 1312, 656, 1574]
- rail-subhead: ಮತ್ತೊಮ್ಮೆ ಪರಿಶೀಲಿಸಲು ರೈಲ್ವೆ ಸಚಿವ ಅಶ್ವಿನಿ ವೈಷ್ಣವ್ ನಿರ್ದೇಶನ: ಶೆಟ್ಟರ್: [28, 177, 762, 213]
- cm-event-photo: [669, 619, 1080, 986]
- section-rule: [448, 1738, 1486, 1740]
- column-rule: [1088, 559, 1089, 1731]
- housing-body-right: ಮಾಡಿ ಮನೆ ಕಂತು ತುಂಬಿದ್ದಾರೆ. ಈಗ ಮನೆ ಸಿಗಬಹುದು ಎಂದು 12 ವರ್ಷದಿಂದ ಕಾಯುತ್ತಿದ್ದಾರೆ. ಆದರೆ ಈಗ ಬಾಗಿಲು ತೆರೆಯುವ ಸ್ಥಿತಿಯಲ್ಲಿಯೂ ಇಲ್ಲ. ಹೀಗಾಗಿ ಇಡೀ ಕಟ್ಟಡ ಶಿಥಿಲಾವಸ್ಥೆಯಲ್ಲಿದೆ. ಉದ್ಘಾಟನೆ ಕೂಡ ಮಾಡಿದ್ದಾರೆ. ಆದರೂ ಮನೆಗಳನ್ನು ವಿತರಣೆ ಮಾಡಿಲ್ಲ. ಮನವಿ ಸ್ವೀಕರಿಸಿದ ಶಾಸಕ ಯಾಸೀರ್ ಅಹ್ಮದಖಾನ್ ಪಠಾಣ ಮಾತನಾಡಿ, ಈಗಾಗಲೇ 150 ಅರ್ಹ ಫಲಾನುಭವಿಗಳ ಪಟ್ಟಿ ಪ್ರಕಟಿಸಲಾಗಿದೆ. ಶೀಘ್ರ ಅಧಿಕಾರಿಗಳ ಸಭೆ ಕರೆದು ಹಂಚಿಕೆ ಕಾರ್ಯ ಮಾಡಲಾಗುವುದು ಎಂದರು.: [669, 1547, 1080, 1665]
- masthead: [28, 44, 1486, 98]
- cm-headline: ಪ್ರಜಾತಂತ್ರದಲ್ಲಿ ಚರ್ಚೆ ಇರಬೇಕು: ಸಿಎಂ ಸಿದ್ದರಾಮಯ್ಯ: [448, 560, 1080, 605]
- cm-byline: ಕನ್ನಡ ಜನಶ್ರೀ ಸುದ್ದಿ ಜಾಲ: [495, 616, 604, 632]
